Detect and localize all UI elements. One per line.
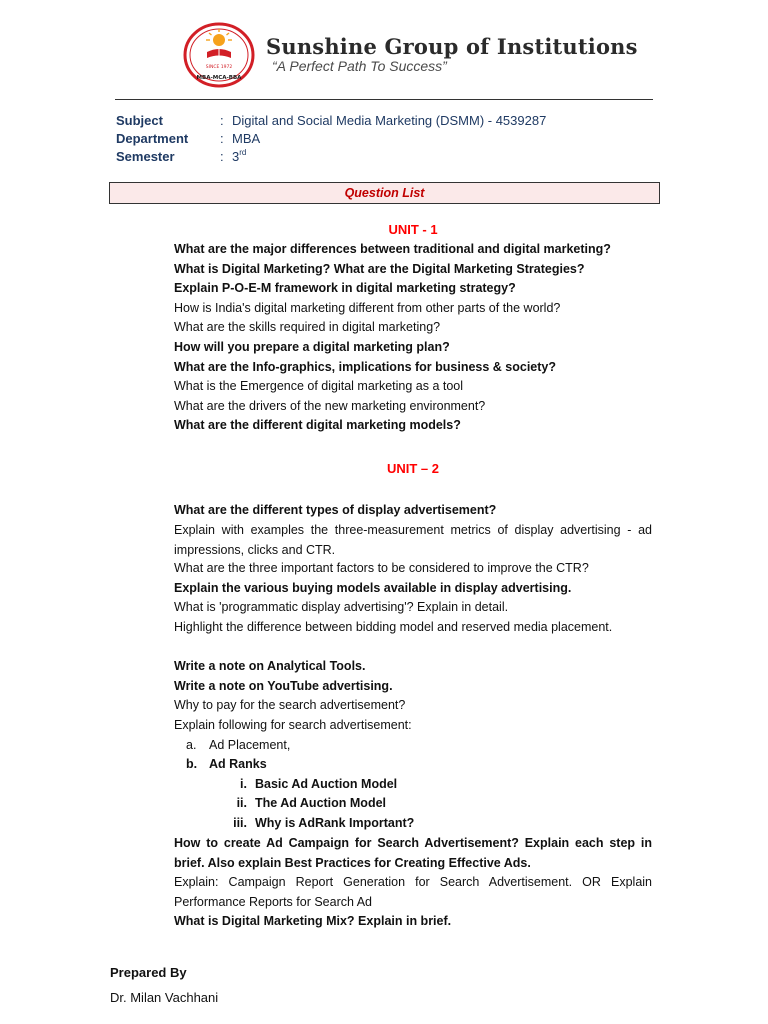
prepared-by-label: Prepared By — [110, 965, 187, 980]
unit2-question: What are the different types of display advertisement? — [174, 503, 497, 517]
separator: : — [220, 113, 224, 128]
list-marker: ii. — [236, 796, 247, 810]
semester-number: 3 — [232, 149, 240, 164]
author-name: Dr. Milan Vachhani — [110, 990, 219, 1005]
sub-item-i — [240, 775, 398, 795]
separator: : — [220, 149, 224, 164]
unit1-question: What is the Emergence of digital marketing as a tool — [174, 379, 464, 393]
subject-label: Subject — [116, 113, 163, 128]
department-label: Department — [116, 131, 189, 146]
institution-logo — [183, 22, 255, 88]
svg-text:SINCE 1972: SINCE 1972 — [205, 65, 233, 70]
unit1-question: What are the skills required in digital marketing? — [174, 320, 441, 334]
unit1-question: What are the Info-graphics, implications for business & society? — [174, 360, 557, 374]
header-divider — [115, 99, 653, 100]
list-marker: iii. — [233, 816, 247, 830]
sub-item-a — [186, 736, 290, 756]
unit1-question: What is Digital Marketing? What are the Digital Marketing Strategies? — [174, 262, 585, 276]
unit1-question: How will you prepare a digital marketing plan? — [174, 340, 450, 354]
unit2-question: What are the three important factors to be considered to improve the CTR? — [174, 561, 589, 575]
unit2-question: Highlight the difference between bidding model and reserved media placement. — [174, 620, 613, 634]
sub-item-text: The Ad Auction Model — [255, 796, 387, 810]
unit2-question: Explain following for search advertisement: — [174, 718, 412, 732]
sub-item-text: Ad Placement, — [209, 738, 291, 752]
list-marker: a. — [186, 738, 197, 752]
institution-name: Sunshine Group of Institutions — [266, 34, 638, 59]
semester-value — [232, 148, 246, 166]
unit2-question: Explain with examples the three-measurement metrics of display advertising - ad impressions, clicks and CTR. — [174, 523, 652, 557]
unit2-question: Why to pay for the search advertisement? — [174, 698, 406, 712]
sub-item-iii — [233, 814, 415, 834]
separator: : — [220, 131, 224, 146]
unit2-question: Explain the various buying models available in display advertising. — [174, 581, 572, 595]
unit2-question: Explain: Campaign Report Generation for Search Advertisement. OR Explain Performance Reports for Search Ad — [174, 875, 652, 909]
semester-suffix: rd — [239, 148, 247, 157]
sub-item-text: Ad Ranks — [209, 757, 267, 771]
subject-value: Digital and Social Media Marketing (DSMM) - 4539287 — [232, 113, 547, 128]
list-marker: i. — [240, 777, 247, 791]
sub-item-text: Basic Ad Auction Model — [255, 777, 398, 791]
unit1-question: What are the different digital marketing models? — [174, 418, 461, 432]
unit2-question: What is Digital Marketing Mix? Explain in brief. — [174, 914, 452, 928]
unit2-question: How to create Ad Campaign for Search Advertisement? Explain each step in brief. Also explain Best Practices for Creating Effective Ads. — [174, 836, 652, 870]
unit2-question: Write a note on Analytical Tools. — [174, 659, 366, 673]
sub-item-ii — [236, 794, 387, 814]
department-value: MBA — [232, 131, 261, 146]
svg-text:MBA-MCA-BBA: MBA-MCA-BBA — [196, 75, 242, 81]
unit1-question: What are the drivers of the new marketing environment? — [174, 399, 486, 413]
sub-item-text: Why is AdRank Important? — [255, 816, 415, 830]
unit2-question: Write a note on YouTube advertising. — [174, 679, 393, 693]
unit-1-heading: UNIT - 1 — [388, 222, 438, 237]
list-marker: b. — [186, 757, 198, 771]
unit2-question: What is 'programmatic display advertising'? Explain in detail. — [174, 600, 509, 614]
unit-2-heading: UNIT – 2 — [386, 461, 439, 476]
semester-label: Semester — [116, 149, 175, 164]
institution-tagline: “A Perfect Path To Success” — [272, 58, 447, 74]
unit1-question: Explain P-O-E-M framework in digital marketing strategy? — [174, 281, 516, 295]
unit1-question: What are the major differences between traditional and digital marketing? — [174, 242, 611, 256]
question-list-title: Question List — [109, 182, 660, 204]
sub-item-b — [186, 755, 267, 775]
unit1-question: How is India's digital marketing different from other parts of the world? — [174, 301, 561, 315]
